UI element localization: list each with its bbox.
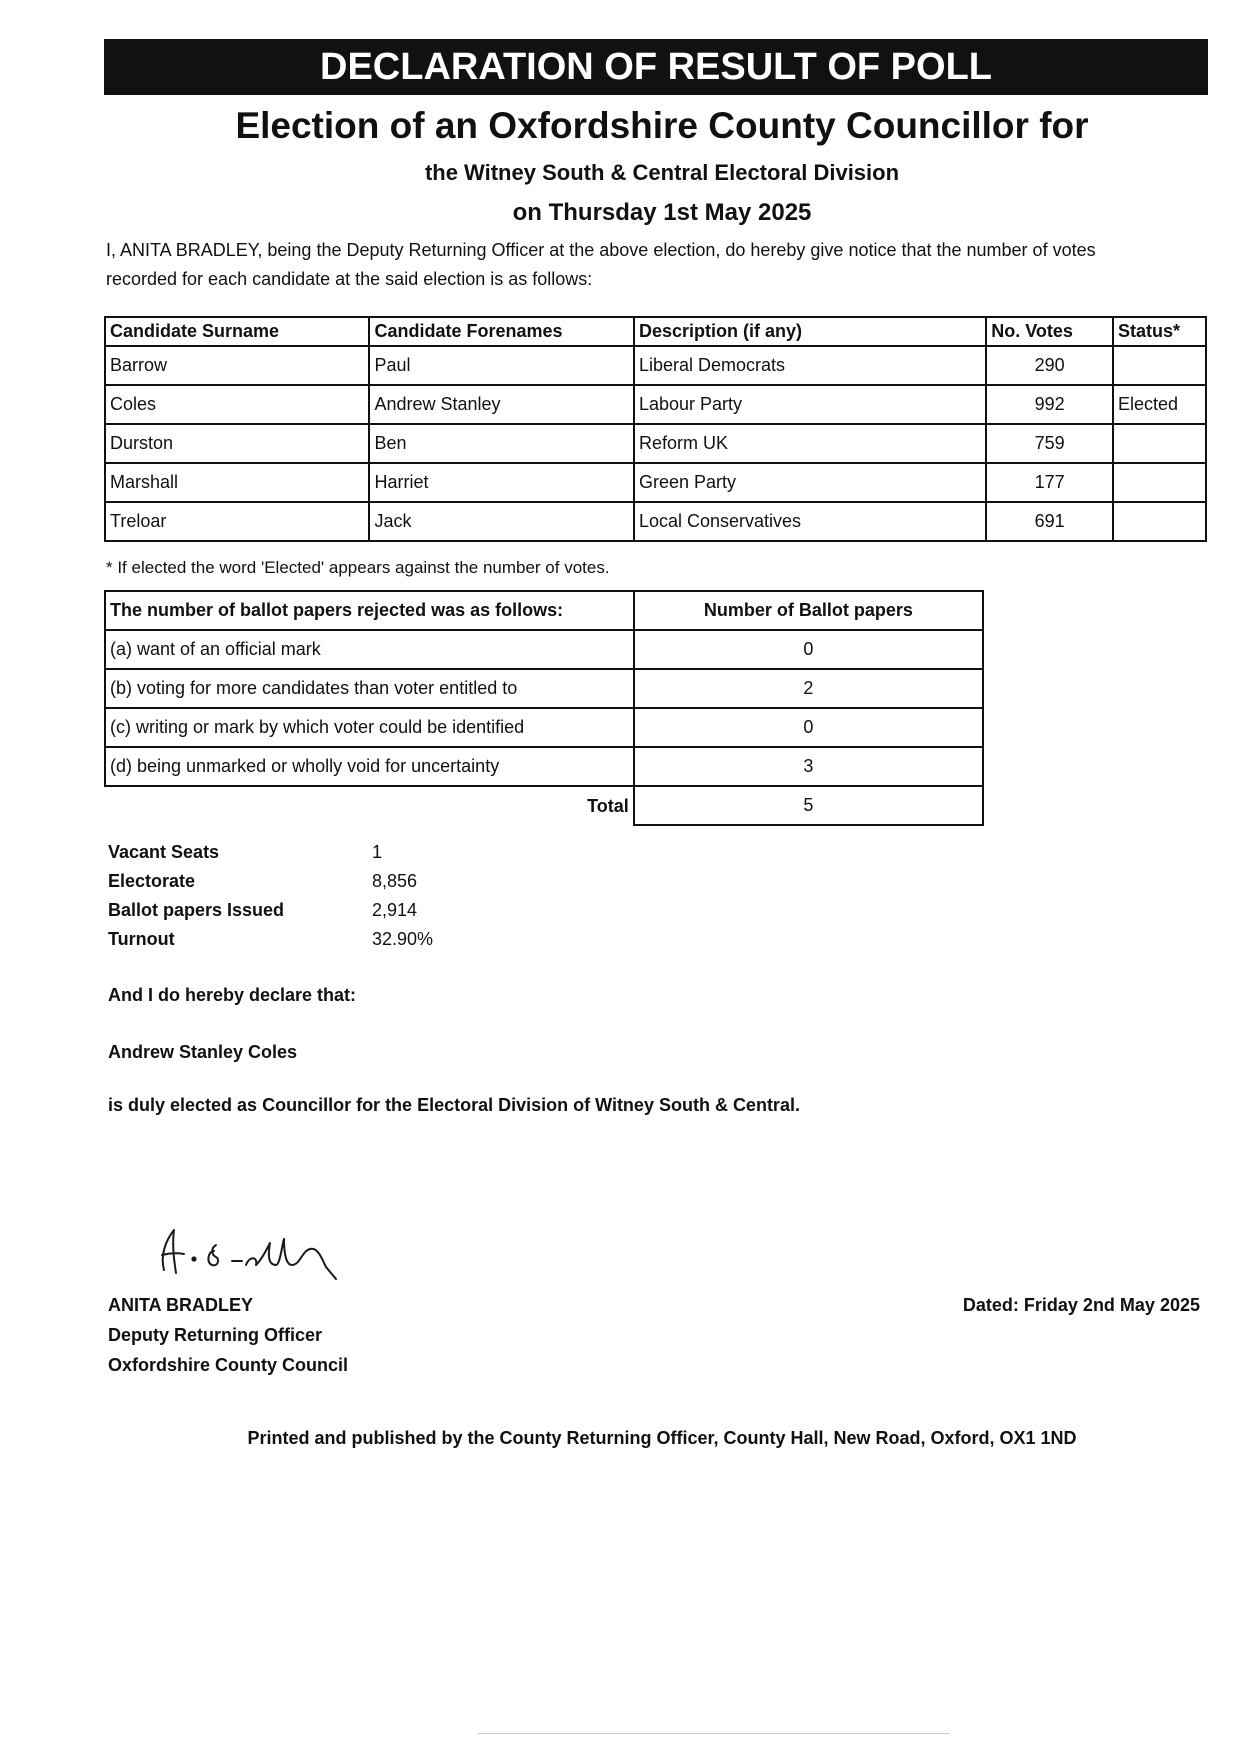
header-forenames: Candidate Forenames — [369, 317, 634, 346]
rejection-reason: (c) writing or mark by which voter could be identified — [105, 708, 634, 747]
candidate-surname: Durston — [105, 424, 369, 463]
rejected-row — [105, 630, 983, 669]
header-ballot-count: Number of Ballot papers — [634, 591, 983, 630]
header-surname: Candidate Surname — [105, 317, 369, 346]
signature — [150, 1215, 360, 1290]
intro-line-2: recorded for each candidate at the said election is as follows: — [106, 269, 593, 289]
stat-value: 8,856 — [372, 871, 418, 891]
total-label: Total — [587, 795, 629, 816]
stat-label: Vacant Seats — [108, 842, 220, 862]
candidate-description: Local Conservatives — [634, 502, 986, 541]
candidate-description: Labour Party — [634, 385, 986, 424]
rejected-header-row — [105, 591, 983, 630]
header-votes: No. Votes — [986, 317, 1113, 346]
rejected-ballots-table — [104, 590, 984, 826]
rejected-total-row — [105, 786, 983, 825]
header-rejection-reason: The number of ballot papers rejected was as follows: — [105, 591, 634, 630]
rejection-count: 0 — [634, 630, 983, 669]
stat-value: 32.90% — [372, 929, 434, 949]
scan-edge-line — [478, 1733, 950, 1734]
header-description: Description (if any) — [634, 317, 986, 346]
intro-line-1: I, ANITA BRADLEY, being the Deputy Returning Officer at the above election, do hereby give notice that the number of votes — [106, 240, 1096, 260]
publisher-footer: Printed and published by the County Returning Officer, County Hall, New Road, Oxford, OX1 1ND — [247, 1428, 1077, 1448]
candidate-votes: 759 — [986, 424, 1113, 463]
candidate-row — [105, 502, 1206, 541]
stat-label: Electorate — [108, 871, 196, 891]
intro-notice — [106, 236, 1206, 294]
stat-vacant-seats — [108, 838, 433, 867]
stat-ballots-issued — [108, 896, 433, 925]
candidate-description: Green Party — [634, 463, 986, 502]
candidate-forenames: Jack — [369, 502, 634, 541]
header-status: Status* — [1113, 317, 1206, 346]
candidate-status — [1113, 463, 1206, 502]
candidate-votes: 691 — [986, 502, 1113, 541]
banner: DECLARATION OF RESULT OF POLL — [104, 39, 1208, 95]
candidate-description: Reform UK — [634, 424, 986, 463]
rejection-count: 2 — [634, 669, 983, 708]
stat-electorate — [108, 867, 433, 896]
candidates-header-row — [105, 317, 1206, 346]
candidate-status — [1113, 424, 1206, 463]
rejection-count: 0 — [634, 708, 983, 747]
rejection-count: 3 — [634, 747, 983, 786]
candidate-forenames: Ben — [369, 424, 634, 463]
elected-footnote: * If elected the word 'Elected' appears against the number of votes. — [106, 558, 610, 577]
poll-statistics — [108, 838, 433, 954]
candidate-row — [105, 424, 1206, 463]
election-date: on Thursday 1st May 2025 — [512, 199, 812, 226]
candidate-votes: 177 — [986, 463, 1113, 502]
signatory-name: ANITA BRADLEY — [108, 1295, 253, 1315]
candidate-status: Elected — [1113, 385, 1206, 424]
rejected-row — [105, 669, 983, 708]
candidate-description: Liberal Democrats — [634, 346, 986, 385]
signatory-block — [108, 1290, 348, 1380]
elected-candidate-name: Andrew Stanley Coles — [108, 1042, 298, 1062]
candidate-surname: Coles — [105, 385, 369, 424]
stat-label: Turnout — [108, 929, 175, 949]
rejected-row — [105, 747, 983, 786]
candidate-row — [105, 463, 1206, 502]
stat-value: 2,914 — [372, 900, 418, 920]
total-value: 5 — [634, 786, 983, 825]
candidate-forenames: Andrew Stanley — [369, 385, 634, 424]
candidate-row — [105, 385, 1206, 424]
document-title: Election of an Oxfordshire County Councillor for — [235, 105, 1089, 146]
stat-label: Ballot papers Issued — [108, 900, 285, 920]
candidate-votes: 290 — [986, 346, 1113, 385]
stat-value: 1 — [372, 842, 383, 862]
candidates-table — [104, 316, 1207, 542]
declaration-statement: is duly elected as Councillor for the Electoral Division of Witney South & Central. — [108, 1095, 800, 1115]
candidate-forenames: Harriet — [369, 463, 634, 502]
declaration-date: Dated: Friday 2nd May 2025 — [962, 1295, 1200, 1315]
candidate-surname: Treloar — [105, 502, 369, 541]
candidate-surname: Barrow — [105, 346, 369, 385]
candidate-surname: Marshall — [105, 463, 369, 502]
candidate-status — [1113, 346, 1206, 385]
division-name: the Witney South & Central Electoral Division — [424, 160, 900, 185]
declaration-intro: And I do hereby declare that: — [108, 985, 357, 1005]
candidate-forenames: Paul — [369, 346, 634, 385]
signatory-role: Deputy Returning Officer — [108, 1325, 323, 1345]
signatory-organisation: Oxfordshire County Council — [108, 1355, 349, 1375]
candidate-status — [1113, 502, 1206, 541]
rejection-reason: (d) being unmarked or wholly void for uncertainty — [105, 747, 634, 786]
rejection-reason: (a) want of an official mark — [105, 630, 634, 669]
rejection-reason: (b) voting for more candidates than voter entitled to — [105, 669, 634, 708]
rejected-row — [105, 708, 983, 747]
candidate-row — [105, 346, 1206, 385]
candidate-votes: 992 — [986, 385, 1113, 424]
stat-turnout — [108, 925, 433, 954]
